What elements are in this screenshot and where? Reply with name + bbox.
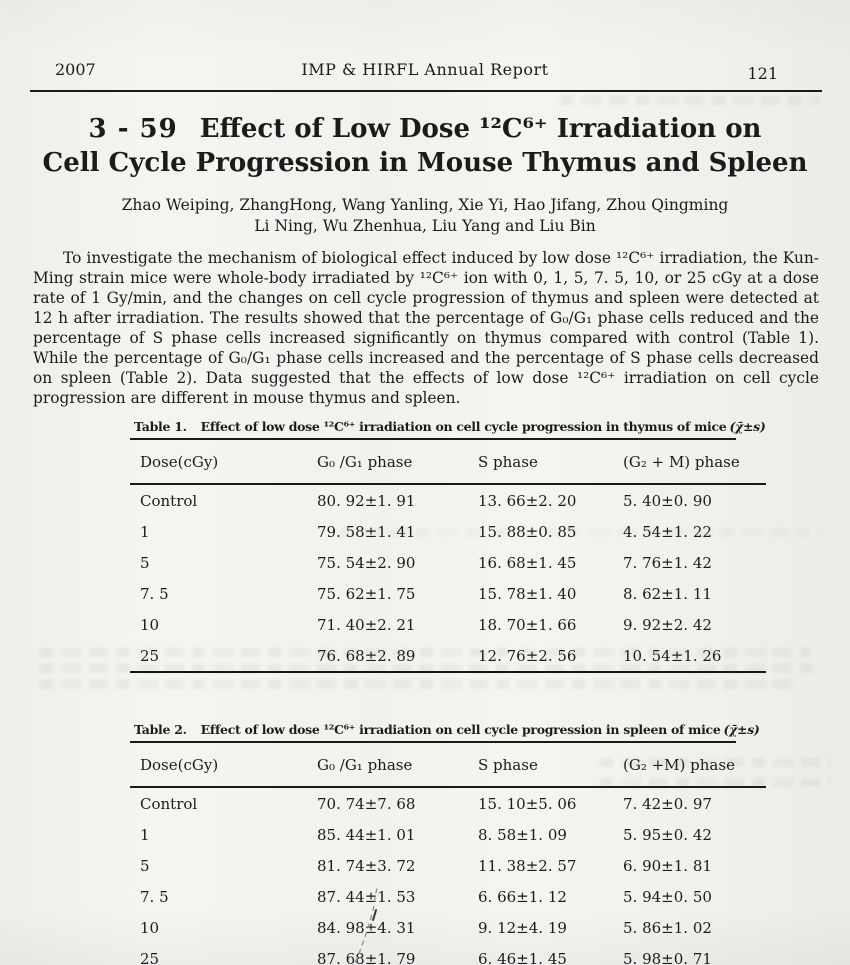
- cell-dose: 1: [140, 522, 150, 541]
- cell-g0g1: 76. 68±2. 89: [313, 640, 470, 672]
- table-1: [130, 440, 766, 673]
- table-2-header-row: [130, 743, 766, 787]
- table-row: [130, 943, 766, 965]
- author-line-1: Zhao Weiping, ZhangHong, Wang Yanling, Xie Yi, Hao Jifang, Zhou Qingming: [121, 196, 729, 214]
- column-header-dose: Dose(cGy): [130, 743, 313, 787]
- cell-s: 15. 78±1. 40: [478, 584, 577, 603]
- cell-dose: Control: [140, 794, 198, 813]
- cell-dose: 7. 5: [140, 584, 169, 603]
- table-2-caption-math: (χ̄±s): [723, 722, 760, 737]
- cell-dose: 5: [140, 856, 150, 875]
- cell-s: 12. 76±2. 56: [470, 640, 619, 672]
- abstract-paragraph: To investigate the mechanism of biological effect induced by low dose ¹²C⁶⁺ irradiation, the Kun-Ming strain mice were whole-body irradiated by ¹²C⁶⁺ ion with 0, 1, 5, 7. 5, 10, or 25 cGy at a dose rate of 1 Gy/min, and the changes on cell cycle progression of thymus and spleen were detected at 12 h after irradiation. The results showed that the percentage of G₀/G₁ phase cells reduced and the percentage of S phase cells increased significantly on thymus compared with control (Table 1). While the percentage of G₀/G₁ phase cells increased and the percentage of S phase cells decreased on spleen (Table 2). Data suggested that the effects of low dose ¹²C⁶⁺ irradiation on cell cycle progression are different in mouse thymus and spleen.: [33, 249, 819, 407]
- cell-g0g1: 87. 68±1. 79: [313, 943, 470, 965]
- cell-s: 9. 12±4. 19: [478, 918, 567, 937]
- cell-g2m: 5. 86±1. 02: [623, 918, 712, 937]
- table-1-caption: [130, 416, 766, 440]
- table-row: [130, 819, 766, 850]
- cell-g0g1: 84. 98±4. 31: [317, 918, 416, 937]
- cell-dose: 7. 5: [140, 887, 169, 906]
- cell-g0g1: 75. 54±2. 90: [317, 553, 416, 572]
- cell-dose: 1: [140, 825, 150, 844]
- cell-s: 15. 10±5. 06: [478, 794, 577, 813]
- table-row: [130, 484, 766, 516]
- cell-s: 13. 66±2. 20: [478, 491, 577, 510]
- cell-g0g1: 85. 44±1. 01: [317, 825, 416, 844]
- cell-g2m: 6. 90±1. 81: [623, 856, 712, 875]
- article-title-line1: [30, 112, 820, 146]
- cell-g2m: 7. 76±1. 42: [623, 553, 712, 572]
- cell-s: 16. 68±1. 45: [478, 553, 577, 572]
- cell-g2m: 10. 54±1. 26: [619, 640, 766, 672]
- table-row: [130, 609, 766, 640]
- header-rule: [30, 90, 822, 92]
- cell-g2m: 5. 98±0. 71: [619, 943, 766, 965]
- table-1-section: [130, 416, 766, 673]
- cell-g0g1: 81. 74±3. 72: [317, 856, 416, 875]
- cell-dose: 10: [140, 918, 160, 937]
- cell-s: 6. 66±1. 12: [478, 887, 567, 906]
- cell-s: 15. 88±0. 85: [478, 522, 577, 541]
- header-page-number: 121: [747, 64, 778, 83]
- table-row: [130, 912, 766, 943]
- cell-s: 8. 58±1. 09: [478, 825, 567, 844]
- cell-g2m: 4. 54±1. 22: [623, 522, 712, 541]
- cell-g0g1: 80. 92±1. 91: [317, 491, 416, 510]
- table-1-caption-math: (χ̄±s): [729, 419, 766, 434]
- column-header-g0g1: G₀ /G₁ phase: [313, 743, 470, 787]
- ghost-showthrough: [560, 96, 820, 105]
- table-2: [130, 743, 766, 965]
- cell-g2m: 5. 94±0. 50: [623, 887, 712, 906]
- table-row: [130, 640, 766, 672]
- table-2-caption: [130, 719, 760, 743]
- table-2-section: [130, 719, 760, 965]
- cell-g0g1: 87. 44±1. 53: [317, 887, 416, 906]
- table-2-caption-text: Effect of low dose ¹²C⁶⁺ irradiation on cell cycle progression in spleen of mice: [200, 722, 721, 737]
- table-1-caption-text: Effect of low dose ¹²C⁶⁺ irradiation on cell cycle progression in thymus of mice: [200, 419, 727, 434]
- table-2-body: [130, 787, 766, 965]
- cell-s: 6. 46±1. 45: [470, 943, 619, 965]
- table-row: [130, 850, 766, 881]
- cell-g2m: 7. 42±0. 97: [623, 794, 712, 813]
- column-header-dose: Dose(cGy): [130, 440, 313, 484]
- table-row: [130, 787, 766, 819]
- table-row: [130, 547, 766, 578]
- table-1-header-row: [130, 440, 766, 484]
- header-journal-title: IMP & HIRFL Annual Report: [301, 60, 549, 79]
- cell-dose: 10: [140, 615, 160, 634]
- column-header-g2m: (G₂ + M) phase: [619, 440, 766, 484]
- table-2-caption-label: Table 2.: [134, 722, 187, 737]
- article-title-text2: Cell Cycle Progression in Mouse Thymus and Spleen: [42, 148, 808, 178]
- article-title-text1: Effect of Low Dose ¹²C⁶⁺ Irradiation on: [199, 114, 762, 144]
- article-title: [30, 112, 820, 180]
- table-1-head: [130, 440, 766, 484]
- cell-g2m: 5. 95±0. 42: [623, 825, 712, 844]
- table-row: [130, 881, 766, 912]
- column-header-g0g1: G₀ /G₁ phase: [313, 440, 470, 484]
- cell-g0g1: 71. 40±2. 21: [317, 615, 416, 634]
- article-number: 3 - 59: [88, 114, 178, 144]
- page-header: [0, 0, 850, 84]
- cell-g2m: 9. 92±2. 42: [623, 615, 712, 634]
- cell-dose: Control: [140, 491, 198, 510]
- table-2-head: [130, 743, 766, 787]
- header-year: 2007: [55, 60, 96, 79]
- article-title-line2: [30, 146, 820, 180]
- cell-g0g1: 75. 62±1. 75: [317, 584, 416, 603]
- cell-dose: 25: [130, 943, 313, 965]
- table-1-body: [130, 484, 766, 672]
- cell-g0g1: 79. 58±1. 41: [317, 522, 416, 541]
- cell-dose: 25: [130, 640, 313, 672]
- cell-g2m: 8. 62±1. 11: [623, 584, 712, 603]
- cell-dose: 5: [140, 553, 150, 572]
- column-header-s: S phase: [470, 440, 619, 484]
- author-list: [0, 195, 850, 237]
- column-header-g2m: (G₂ +M) phase: [619, 743, 766, 787]
- ghost-showthrough: [40, 680, 800, 689]
- table-row: [130, 516, 766, 547]
- column-header-s: S phase: [470, 743, 619, 787]
- table-row: [130, 578, 766, 609]
- cell-g0g1: 70. 74±7. 68: [317, 794, 416, 813]
- cell-s: 18. 70±1. 66: [478, 615, 577, 634]
- author-line-2: Li Ning, Wu Zhenhua, Liu Yang and Liu Bin: [254, 217, 596, 235]
- table-1-caption-label: Table 1.: [134, 419, 187, 434]
- cell-g2m: 5. 40±0. 90: [623, 491, 712, 510]
- cell-s: 11. 38±2. 57: [478, 856, 577, 875]
